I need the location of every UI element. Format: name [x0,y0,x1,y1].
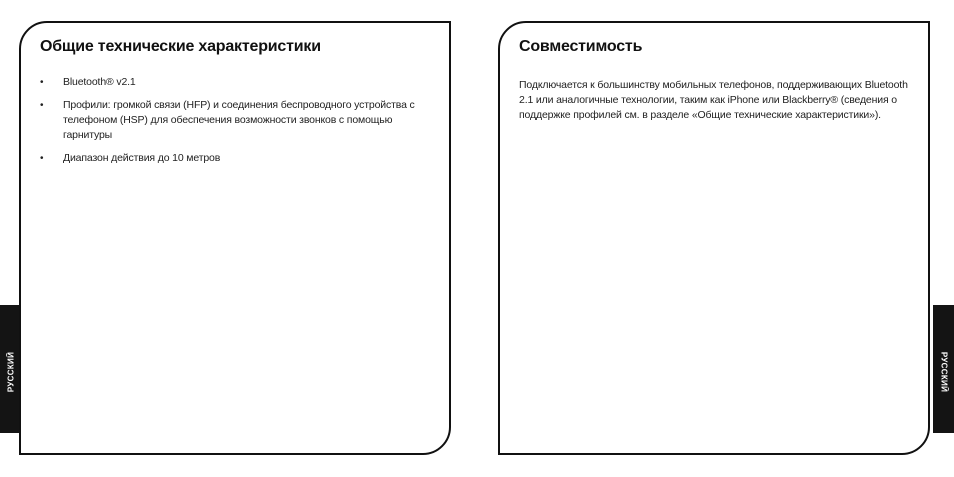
compatibility-panel [498,21,930,455]
general-specs-title: Общие технические характеристики [40,38,321,55]
spec-item-text: Bluetooth® v2.1 [63,76,136,88]
spec-item-range [40,151,438,166]
compatibility-title: Совместимость [519,38,643,55]
language-tab-left [0,305,21,433]
language-tab-label-right: РУССКИЙ [939,351,948,393]
language-tab-right [933,305,954,433]
compatibility-paragraph: Подключается к большинству мобильных телефонов, поддерживающих Bluetooth 2.1 или аналогичные технологии, таким как iPhone или Blackberry® (сведения о поддержке профилей см. в разделе «Общие технические характеристики»). [519,79,908,121]
spec-list [40,75,438,174]
spec-item-profiles [40,98,438,143]
language-tab-label-left: РУССКИЙ [6,351,15,393]
spec-item-text: Диапазон действия до 10 метров [63,152,221,164]
spec-item-bluetooth [40,75,438,90]
bullet-icon: • [40,100,44,111]
spec-item-text: Профили: громкой связи (HFP) и соединения беспроводного устройства с телефоном (HSP) для обеспечения возможности звонков с помощью гарнитуры [63,99,415,141]
bullet-icon: • [40,77,44,88]
bullet-icon: • [40,153,44,164]
general-specs-panel [19,21,451,455]
